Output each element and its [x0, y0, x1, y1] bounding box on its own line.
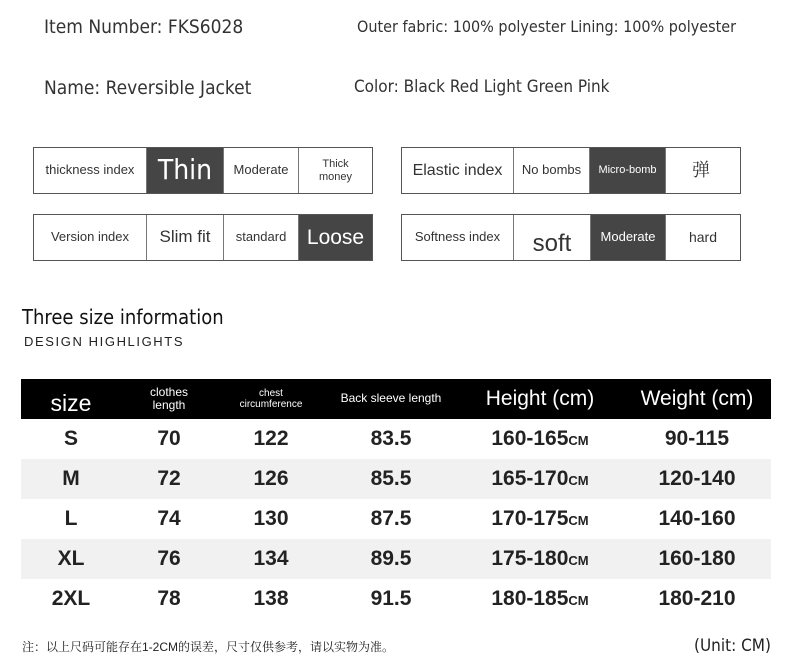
softness-index-box — [401, 214, 741, 261]
height-unit: CM — [568, 513, 589, 528]
height-value: 175-180 — [491, 547, 569, 570]
item-number: Item Number: FKS6028 — [44, 16, 244, 38]
elastic-index-box — [401, 147, 741, 194]
cell-weight: 160-180 — [658, 547, 736, 570]
cell-chest: 138 — [253, 587, 289, 610]
size-table-header — [21, 379, 771, 419]
header-back-sleeve-length: Back sleeve length — [340, 391, 442, 406]
table-row — [21, 419, 771, 459]
cell-weight: 90-115 — [664, 427, 730, 450]
cell-height — [457, 507, 623, 531]
thickness-index-label: thickness index — [45, 162, 135, 178]
cell-height — [457, 587, 623, 611]
cell-back-sleeve: 85.5 — [370, 467, 412, 490]
size-section-subtitle: DESIGN HIGHLIGHTS — [24, 334, 185, 349]
thickness-index-box — [33, 147, 373, 194]
cell-clothes-length: 72 — [157, 467, 181, 490]
table-row — [21, 539, 771, 579]
table-row — [21, 459, 771, 499]
height-value: 180-185 — [491, 587, 569, 610]
cell-clothes-length: 74 — [157, 507, 181, 530]
table-row — [21, 579, 771, 619]
fabric-info: Outer fabric: 100% polyester Lining: 100% polyester — [357, 17, 737, 36]
header-height: Height (cm) — [485, 387, 595, 411]
height-value: 165-170 — [491, 467, 569, 490]
cell-height — [457, 427, 623, 451]
cell-back-sleeve: 87.5 — [370, 507, 412, 530]
softness-option-moderate: Moderate — [590, 215, 665, 260]
product-name: Name: Reversible Jacket — [44, 77, 252, 99]
unit-label: (Unit: CM) — [694, 636, 771, 656]
header-weight: Weight (cm) — [640, 387, 754, 411]
measurement-note: 注：以上尺码可能存在1-2CM的误差，尺寸仅供参考，请以实物为准。 — [22, 640, 395, 654]
version-index-label: Version index — [50, 229, 130, 245]
version-index-box — [33, 214, 373, 261]
height-value: 170-175 — [491, 507, 569, 530]
height-value: 160-165 — [491, 427, 569, 450]
version-option-slim-fit: Slim fit — [146, 215, 223, 260]
cell-size: L — [64, 507, 78, 530]
height-unit: CM — [568, 593, 589, 608]
header-size: size — [50, 390, 92, 417]
cell-chest: 130 — [253, 507, 289, 530]
cell-height — [457, 467, 623, 491]
cell-chest: 134 — [253, 547, 289, 570]
elastic-index-label: Elastic index — [412, 161, 503, 179]
cell-chest: 122 — [253, 427, 289, 450]
cell-back-sleeve: 91.5 — [370, 587, 412, 610]
cell-clothes-length: 76 — [157, 547, 181, 570]
version-option-loose: Loose — [298, 215, 372, 260]
height-unit: CM — [568, 553, 589, 568]
version-option-standard: standard — [223, 215, 298, 260]
thickness-option-thick: Thick money — [298, 148, 372, 193]
elastic-option-no-bombs: No bombs — [513, 148, 589, 193]
cell-size: 2XL — [51, 587, 91, 610]
height-unit: CM — [568, 433, 589, 448]
cell-chest: 126 — [253, 467, 289, 490]
thickness-option-thin: Thin — [146, 148, 223, 193]
softness-option-hard: hard — [665, 215, 740, 260]
cell-back-sleeve: 83.5 — [370, 427, 412, 450]
cell-weight: 180-210 — [658, 587, 736, 610]
size-section-title: Three size information — [22, 305, 224, 329]
cell-height — [457, 547, 623, 571]
color-info: Color: Black Red Light Green Pink — [354, 77, 610, 97]
header-chest-circumference: chest circumference — [239, 388, 303, 410]
height-unit: CM — [568, 473, 589, 488]
elastic-option-micro-bomb: Micro-bomb — [589, 148, 665, 193]
elastic-option-elastic: 弹 — [665, 148, 740, 193]
cell-clothes-length: 78 — [157, 587, 181, 610]
cell-size: S — [63, 427, 78, 450]
header-clothes-length: clothes length — [149, 384, 189, 412]
softness-option-soft: soft — [513, 215, 590, 260]
cell-size: M — [62, 467, 80, 490]
thickness-option-moderate: Moderate — [223, 148, 298, 193]
table-row — [21, 499, 771, 539]
cell-weight: 140-160 — [658, 507, 736, 530]
cell-size: XL — [57, 547, 85, 570]
softness-index-label: Softness index — [414, 229, 501, 245]
cell-clothes-length: 70 — [157, 427, 181, 450]
cell-back-sleeve: 89.5 — [370, 547, 412, 570]
cell-weight: 120-140 — [658, 467, 736, 490]
size-table — [21, 379, 771, 619]
